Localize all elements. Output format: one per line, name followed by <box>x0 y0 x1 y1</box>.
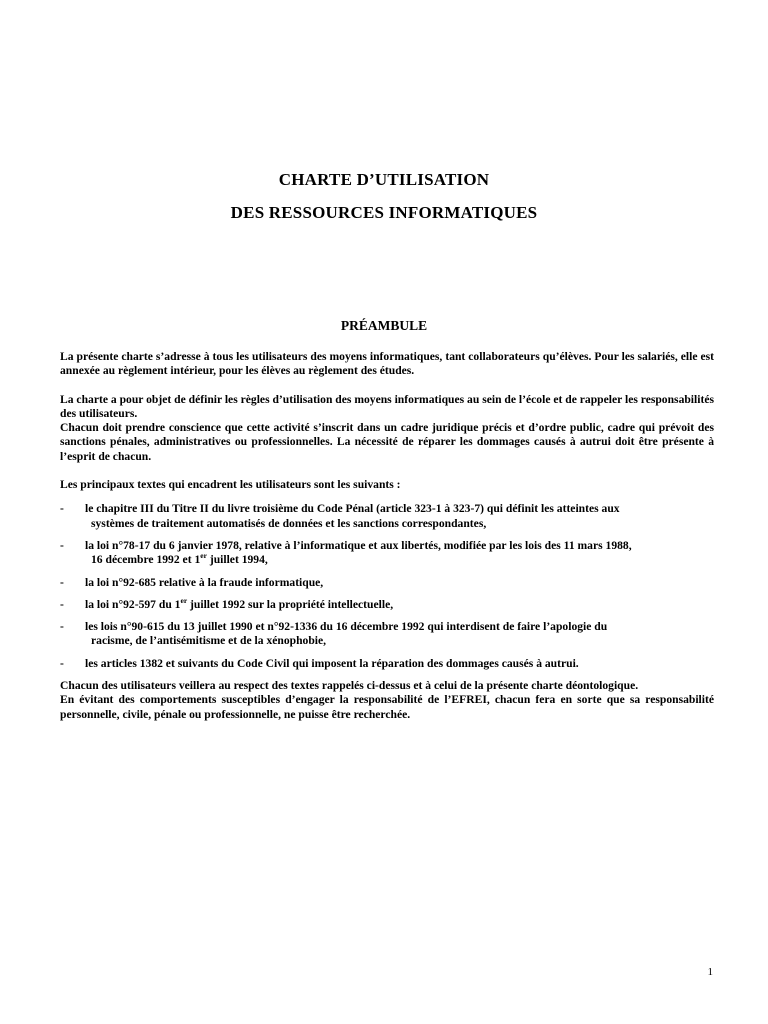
title-line-2: DES RESSOURCES INFORMATIQUES <box>230 203 538 222</box>
list-item-text: le chapitre III du Titre II du livre troisième du Code Pénal (article 323-1 à 323-7) qui définit les atteintes aux <box>85 502 620 516</box>
list-bullet: - <box>60 575 64 589</box>
ordinal-superscript: er <box>180 596 188 605</box>
paragraph-list-intro: Les principaux textes qui encadrent les utilisateurs sont les suivants : <box>60 478 401 492</box>
title-line-1: CHARTE D’UTILISATION <box>278 170 490 189</box>
list-bullet: - <box>60 502 64 516</box>
paragraph-responsibility: En évitant des comportements susceptibles d’engager la responsabilité de l’EFREI, chacun fera en sorte que sa responsabilité personnelle, civile, pénale ou professionnelle, ne puisse être recherchée. <box>60 693 714 721</box>
list-item-text-part: la loi n°92-597 du 1 <box>85 597 181 611</box>
list-item-text: les articles 1382 et suivants du Code Civil qui imposent la réparation des dommages causés à autrui. <box>85 656 579 670</box>
list-item <box>60 657 714 671</box>
list-item-text: les lois n°90-615 du 13 juillet 1990 et n°92-1336 du 16 décembre 1992 qui interdisent de faire l’apologie du <box>85 620 608 634</box>
list-item-text-continued <box>85 553 714 567</box>
list-item <box>60 539 714 568</box>
list-item <box>60 502 714 531</box>
ordinal-superscript: er <box>200 551 207 561</box>
paragraph-intro: La présente charte s’adresse à tous les utilisateurs des moyens informatiques, tant collaborateurs qu’élèves. Pour les salariés, elle est annexée au règlement intérieur, pour les élèves au règlement des études. <box>60 350 714 378</box>
list-item-text: la loi n°78-17 du 6 janvier 1978, relative à l’informatique et aux libertés, modifiée par les lois des 11 mars 1988, <box>85 538 632 552</box>
list-item-text-part: juillet 1992 sur la propriété intellectuelle, <box>187 597 394 611</box>
paragraph-purpose: La charte a pour objet de définir les règles d’utilisation des moyens informatiques au sein de l’école et de rappeler les responsabilités des utilisateurs. <box>60 392 714 420</box>
list-item-text-continued: systèmes de traitement automatisés de données et les sanctions correspondantes, <box>91 516 487 530</box>
list-item-text-part: 16 décembre 1992 et 1 <box>91 553 201 567</box>
list-bullet: - <box>60 620 64 634</box>
list-item-text-continued: racisme, de l’antisémitisme et de la xénophobie, <box>91 634 327 648</box>
list-bullet: - <box>60 597 64 611</box>
document-body <box>60 350 714 722</box>
list-item-text: la loi n°92-685 relative à la fraude informatique, <box>85 575 324 589</box>
document-title <box>0 170 768 236</box>
page-number: 1 <box>707 966 713 978</box>
list-bullet: - <box>60 538 64 552</box>
list-bullet: - <box>60 656 64 670</box>
section-heading-preambule: PRÉAMBULE <box>340 318 428 333</box>
paragraph-compliance: Chacun des utilisateurs veillera au respect des textes rappelés ci-dessus et à celui de la présente charte déontologique. <box>60 679 639 693</box>
list-item <box>60 576 714 590</box>
paragraph-awareness: Chacun doit prendre conscience que cette activité s’inscrit dans un cadre juridique précis et d’ordre public, cadre qui prévoit des sanctions pénales, administratives ou professionnelles. La nécessité de réparer les dommages causés à autrui doit être présente à l’esprit de chacun. <box>60 421 714 463</box>
list-item <box>60 598 714 612</box>
list-item <box>60 620 714 649</box>
list-item-text-part: juillet 1994, <box>206 553 268 567</box>
legal-texts-list <box>60 502 714 671</box>
